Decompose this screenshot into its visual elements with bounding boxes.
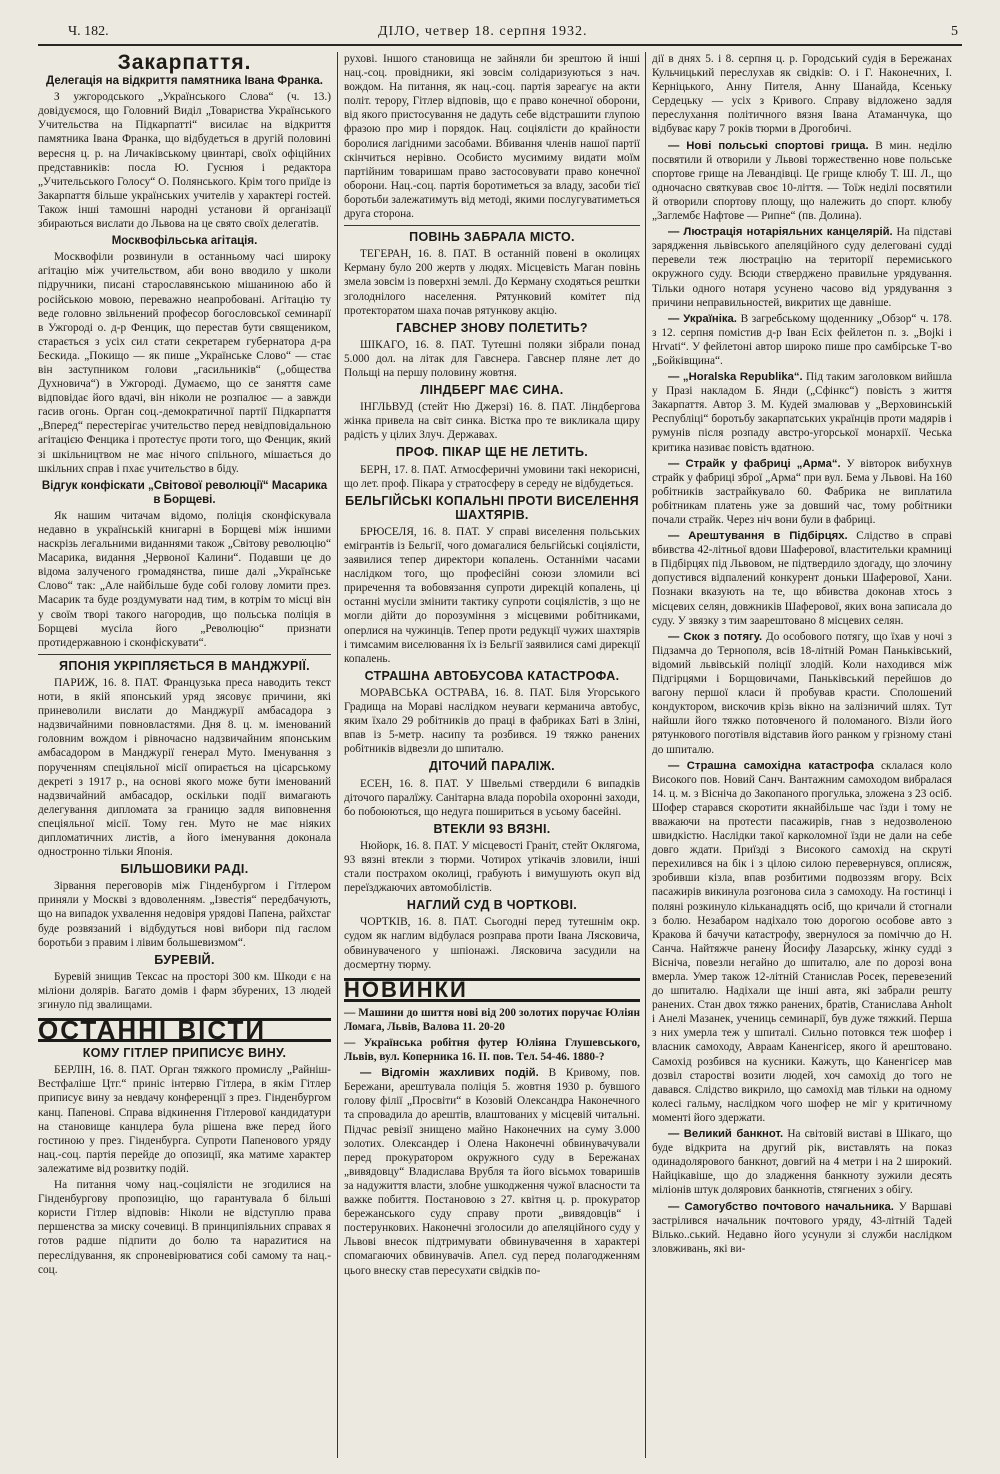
section-title-latest-news: ОСТАННІ ВІСТИ	[38, 1018, 331, 1042]
masthead	[38, 22, 962, 46]
news-item	[344, 1066, 640, 1277]
article-title: БУРЕВІЙ.	[154, 952, 215, 967]
news-text: В мин. неділю посвятили й отворили у Львові торжественно нове польське спортове грище на Левандівці. Це грище клюбу Т. Ш. Л., що одночасно святкував своє 10-ліття. — Тоїж неділі посвятили й отворили спортову площу, що належить до спорт. клюбу „Заглембє Нафтове — Рипне“ (пв. Долина).	[652, 139, 952, 223]
news-lead: — Страйк у фабриці „Арма“.	[668, 457, 841, 470]
column-3	[652, 52, 952, 1462]
news-text: На підставі зарядження львівського апеляційного суду делеговані судді перевели теж люстрацію на території перемиського окружного суду. Всюди стверджено правильне урядування. Тільки одного нотаря усунено часово від урядування з причини неправильностей, викритих ще давніше.	[652, 226, 952, 309]
news-list	[344, 1006, 640, 1278]
article-text: Буревій знищив Тексас на просторі 300 км. Шкоди є на міліони долярів. Багато домів і фарм збурених, 13 людей згинуло під звалищами.	[38, 970, 331, 1011]
news-lead: — Арештування в Підбірцях.	[668, 530, 848, 543]
article-text: Як нашим читачам відомо, поліція сконфіскувала недавно в українській книгарні в Борщеві між іншими наскрізь легальними виданнями також „Світову революцію“ Масарика, видання „Червоної Калини“. Подавши це до відома залученого громадянства, пише далі „Українське Слово“ так: „Але найбільше буде собі голову ломити през. Масарик та буде роздумувати над тим, в котрім то місці він у своїм творі такого нагородив, що польська поліція в Борщеві мусіла його „Революцію“ признати протидержавною і сконфіскувати“.	[38, 509, 331, 649]
article-text: дії в днях 5. і 8. серпня ц. р. Городський судія в Бережанах Кульчицький переслухав як свідків: О. і Г. Наконечних, І. Керніцького, Анну Пителя, Анну Шанайда, Ксеньку Сердецьку — усіх з Кривого. Справу відложено задля переслухання політичного вязня Івана Атаманчука, що відбуває кару 7 років тюрми в Дрогобичі.	[652, 53, 952, 136]
article-text: ЕСЕН, 16. 8. ПАТ. У Швельмі ствердили 6 випадків діточого паралїжу. Санітарна влада порobila охоронні заходи, бо побоюються, що недуга пошириться в усьому басейні.	[344, 777, 640, 818]
news-item	[652, 457, 952, 527]
article-text: Москвофіли розвинули в останньому часі широку агітацію між учительством, аби воно вводило у школи підручники, писані старославянською мішаниною або й російською мовою, переважно неапробовані. Агітацію ту веде головно звільнений професор богословської семинарії в Ужгороді о. д-р Фенцик, що перестав бути священиком, старається з усіх сил стати секретарем губернатора д-ра Бескида. „Покищо — як пише „Українське Слово“ — стає він заступником голови „гасильників“ („общества Духновича“) в Ужгороді. Думаємо, що се заняття саме відповідає його вдачі, він ніколи не розпалює — а завжди гасив огонь. Орган соц.-демократичної партії Підкарпаття „Вперед“ перестерігає учительство перед невідповідальною агітацією Фенцика і протестує проти того, що Фенцик, який зі шкільництвом не має нічого спільного, мішається до шкільних справ і пхає учительство в біду.	[38, 251, 331, 475]
news-item	[652, 759, 952, 1125]
article-text: Зірвання переговорів між Гінденбургом і Гітлером приняли у Москві з вдоволенням. „Ізвестія“ передбачують, що на випадок ухвалення недовіря урядові Папена, райхстаг буде розвязаний і відбудуться нові вибори під гаслом боротьби з правим і лівим большевизмом“.	[38, 880, 331, 949]
news-text: Слідство в справі вбивства 42-літньої вдови Шаферової, властительки крамниці в Підбірцях під Львовом, не підтвердило здогаду, що злочину допустився відпалений конкурент доньки Шаферової, Хани. Познаки вказують на те, що вбивства доконав хтось з місцевих селян, довжників Шаферової, яких вона записала до суду. У звязку з тим заарештовано 8 місцевих селян.	[652, 530, 952, 627]
article-text: БЕРЛІН, 16. 8. ПАТ. Орган тяжкого промислу „Райніш-Вестфаліше Цтг.“ приніс інтервю Гітлера, в якім Гітлер приписує вину за невдачу конференції з през. Гінденбургом канц. Папенові. Справа відкинення Гітлерової кандидатури на становище канцлера була рішена вже перед його гостиною у през. Гінденбурга. Супроти Папенового уряду нац.-соц. партія перейде до опозиції, яка матиме характер залежатиме від розвитку подій.	[38, 1064, 331, 1175]
news-item	[652, 225, 952, 310]
news-text: Під таким заголовком вийшла у Празі накладом Б. Янди („Сфінкс“) повість з життя Закарпаття. Автор З. М. Кудей змалював у „Верховинській Республіці“ боротьбу закарпатських українців проти мадярів і румунів після розпаду австро-угорської монархії. Чеська критика називає повість вдатною.	[652, 371, 952, 454]
news-item	[652, 312, 952, 368]
news-lead: — „Horalska Republika“.	[668, 371, 803, 384]
section-title-zakarpattia: Закарпаття.	[117, 52, 252, 74]
article-text: БЕРН, 17. 8. ПАТ. Атмосферичні умовини такі некорисні, що лет. проф. Пікара у стратосферу в середу не відбудеться.	[344, 463, 640, 490]
article-title: ЯПОНІЯ УКРІПЛЯЄТЬСЯ В МАНДЖУРІЇ.	[59, 658, 310, 673]
article-title: ЛІНДБЕРГ МАЄ СИНА.	[420, 383, 564, 398]
issue-number: Ч. 182.	[68, 24, 109, 39]
advertisement: — Машини до шиття нові від 200 золотих поручає Юліян Ломага, Львів, Валова 11. 20-20	[344, 1006, 640, 1033]
news-lead: — Відгомін жахливих подій.	[360, 1067, 539, 1080]
news-item	[652, 1127, 952, 1197]
news-lead: — Самогубство почтового начальника.	[668, 1200, 894, 1213]
article-title: БІЛЬШОВИКИ РАДІ.	[120, 862, 249, 877]
article-title: ДІТОЧИЙ ПАРАЛІЖ.	[429, 759, 555, 774]
article-text: ПАРИЖ, 16. 8. ПАТ. Французька преса наводить текст ноти, в якій японський уряд зясовує причини, які приневолили вислати до Манджурії амбасадора з надзвичайними повновластями. Дня 8. ц. м. іменований головним вождом і рівночасно надзвичайним японським амбасадором в Манджурії генерал Муто. Іменування з порученням спеціяльної місії опирається на цісарському декреті з 1917 р., на основі якого може бути іменований надзвичайний амбасадор, оскільки події вимагають делегування дипломата за границю задля виповнення спеціяльної місії. Тому ген. Муто не має ніяких дипломатичних листів, а його іменування доконала одностронно тільки Японія.	[38, 676, 331, 859]
article-title: ПОВІНЬ ЗАБРАЛА МІСТО.	[409, 230, 575, 245]
news-text: На світовій виставі в Шікаго, що буде відкрита на другий рік, виставлять на показ одинадолярового банкнот, довгий на 4 метри і на 2 широкий. Найцікавіше, що до зладження банкноту зужили десять міліонів штук долярових банкнотів, стягнених з обігу.	[652, 1128, 952, 1197]
column-2	[344, 52, 640, 1462]
article-text: ШІКАГО, 16. 8. ПАТ. Тутешні поляки зібрали понад 5.000 дол. на літак для Гавснера. Гавснер пляне лет до Польщі на першу половину жовтня.	[344, 338, 640, 379]
article-text: Нюйорк, 16. 8. ПАТ. У місцевості Граніт, стейт Оклягома, 93 вязні втекли з тюрми. Чотирох утікачів зловили, інші стали пострахом околиці, грабують і вимушують окуп від переїзджаючих автомобілістів.	[344, 839, 640, 895]
article-title: Москвофільська агітація.	[111, 235, 258, 248]
news-item	[652, 1200, 952, 1256]
article-title: ВТЕКЛИ 93 ВЯЗНІ.	[433, 821, 551, 836]
news-item	[652, 139, 952, 224]
news-text: В Кривому, пов. Бережани, арештувала поліція 5. жовтня 1930 р. бувшого голову філії „Просвіти“ в Козовій Олександра Наконечного та спровадила до арештів, влаштованих у місцевій читальні. Підчас ревізії знищено майно Наконечних на суму 3.000 золотих. Олександер і Олена Наконечні обвинувачували перед прокуратором окружного суду в Бережанах „вивядовцу“ Владислава Врубля та його вісьмох товаришів за надужиття власти, злобне ушкодження чужої власности та важке побиття. Постановою з 27. квітня ц. р. прокуратор бережанського суду справу проти „вивядовців“ і постерункових. Наконечні зголосили до апеляційного суду у Львові внесок підтримувати обвинувачення в характері спомагаючих обвинувачів. Апел. суд перед полагодженням цього внеску став пересухати свідків по-	[344, 1067, 640, 1277]
divider	[38, 654, 331, 655]
article-title: КОМУ ГІТЛЕР ПРИПИСУЄ ВИНУ.	[82, 1046, 287, 1061]
article-text: ЧОРТКІВ, 16. 8. ПАТ. Сьогодні перед тутешнім окр. судом як наглим відбулася розправа проти Івана Лясковича, обвинуваченого у шпіонажі. Лясковича засудили на досмертну тюрму.	[344, 916, 640, 971]
column-1	[38, 52, 331, 1462]
article-title: ГАВСНЕР ЗНОВУ ПОЛЕТИТЬ?	[396, 320, 588, 335]
column-divider	[645, 52, 646, 1458]
news-text: У вівторок вибухнув страйк у фабриці зброї „Арма“ при вул. Бема у Львові. На 160 робітників застрайкувало 60. Фабрика не виплатила робітникам платень уже за довший час, тому робітники почали страйк. Через ніч вони були в фабриці.	[652, 457, 952, 526]
news-text: В загребському щоденнику „Обзор“ ч. 178. з 12. серпня помістив д-р Іван Есіх фейлетон п. з. „Bojki i Hrvati“. У фейлетоні автор широко пише про самбірське Т-во „Бойківщина“.	[652, 312, 952, 367]
article-title: БЕЛЬГІЙСЬКІ КОПАЛЬНІ ПРОТИ ВИСЕЛЕННЯ ШАХТЯРІВ.	[345, 493, 639, 522]
news-item	[652, 630, 952, 757]
article-title: СТРАШНА АВТОБУСОВА КАТАСТРОФА.	[364, 668, 620, 683]
article-text: МОРАВСЬКА ОСТРАВА, 16. 8. ПАТ. Біля Угорського Градища на Мораві наслідком неуваги керманича автобус, яким їхало 29 робітників до праці в фабриках Баті в Зліні, впав із 5-метр. насипу та розбився. 19 тяжко ранених робітників відвезли до шпиталю.	[344, 686, 640, 756]
article-text: На питання чому нац.-соціялісти не згодилися на Гінденбургову пропозицію, що гарантувала б більші користи Гітлер відповів: Ніколи не відступлю права першенства за миску сочевиці. В принципіяльних справах я готов радше підпити до болю та нарazитися на переслідування, як спроневірюватися собі самому та нац.-соц.	[38, 1179, 331, 1276]
news-lead: — Страшна самохідна катастрофа	[668, 759, 874, 772]
news-item	[652, 529, 952, 628]
article-text: З ужгородського „Українського Слова“ (ч. 13.) довідуємося, що Головний Виділ „Товариства Українського Учительства на Підкарпатті“ висилає на відкриття памятника Івана Франка, що відбудеться в другій половині вересня ц. р. на Личаківському цвинтарі, своїх офіційних представників: посла Ю. Гуснюя і редактора „Учительського Голосу“ О. Полянського. Крім того приїде із Закарпаття більше українських учителів у характері гостей. Також інші тамошні народні установи й організації збираються вислати до Львова на це свято своїх делегатів.	[38, 91, 331, 231]
news-text: склалася коло Високого пов. Новий Санч. Вантажним самоходом вибралася 14. ц. м. з Вісніча до Закопаного прогулька, зложена з 23 осіб. Шофер старався скоротити якнайбільше час їзди і тому не вважаючи на протести пасажирів, гнав з недозволеною швидкістю. Наслідки такої карколомної їзди не дали на себе довго ждати. Приїзді з Високого самохід на скруті перехилився на бік і з цілою силою перевернувся, оплисяж, зробивши кізла, впав розбитими подвоззям вгору. Всіх пасажирів викинула розгонова сила з самоходу. На гостинці і поляні розкинуло кільканадцять осіб, що кричали й стогнали з болю. Незабаром надіхало тою дорогою особове авто з Кракова й бачучи катастрофу, звернулося за поміччю до Н. Санча. Найтяжче ранену Йосифу Лазарську, жінку судді з Вісніча, повезли негайно до шпиталю, але по дорозі вона вмерла. Умер також 12-літній Станислав Росек, перевезений до шпиталю. Надіхали ще інші авта, які забрали решту ранених. Стан двох тяжко ранених, братів, Станислава Анholt і Анелі Мазанек, учениць семинарії, був дуже тяжкий. Перша з них умерла теж у шпиталі. Сильно потовкся теж шофер і власник самоходу, Авраам Каненгісер, якого й арештовано. Самохід розбився на кусники. Кажуть, що Каненгісер мав дозвіл старостві возити людей, хоч самохід до того не давався. Слідство викрило, що самохід мав тільки на одному колесі гальму, наслідком чого шофер не міг у критичному моменті його здержати.	[652, 759, 952, 1124]
article-text: ІНГЛЬВУД (стейт Ню Джерзі) 16. 8. ПАТ. Ліндбергова жінка привела на світ синка. Вістка про те викликала щиру радість у цілих Злуч. Державах.	[344, 401, 640, 442]
page-number: 5	[951, 24, 958, 39]
article-title: Делегація на відкриття памятника Івана Франка.	[46, 75, 323, 88]
news-lead: — Люстрація нотаріяльних канцелярій.	[668, 226, 893, 239]
article-title: ПРОФ. ПІКАР ЩЕ НЕ ЛЕТИТЬ.	[395, 445, 589, 460]
article-title: НАГЛИЙ СУД В ЧОРТКОВІ.	[406, 898, 578, 913]
news-lead: — Великий банкнот.	[668, 1128, 784, 1141]
news-lead: — Українікa.	[668, 312, 737, 325]
divider	[344, 225, 640, 226]
article-text: БРЮСЕЛЯ, 16. 8. ПАТ. У справі виселення польських емігрантів із Бельгії, чого домагалися бельгійські соціялісти, заявилися тепер директори копалень. Останніми часами наслідком того, що професійні союзи зломили всі приречення та вобовязання супроти дирекцій копалень, ці останні мусіли змінити тактику супроти соціялістів, з що не могли дійти до порозуміння з місцевими робітниками, оперлися на чужинців. Тепер проти редукції чужих шахтярів і тимсамим виселювання їх із Бельгії заявилися самі дирекції копалень.	[344, 525, 640, 665]
article-text: ТЕГЕРАН, 16. 8. ПАТ. В останній повені в околицях Керману було 200 жертв у людях. Місцевість Маган повінь змела зовсім із поверхні землі. До Керману сходяться рештки зголоднілого населення. Рятунковий комітет під протекторатом шаха почав рятункову акцію.	[344, 248, 640, 317]
article-title: Відгук конфіскати „Світової революції“ Масарика в Борщеві.	[41, 479, 328, 506]
article-text: рухові. Іншого становища не зайняли би зрештою й інші нац.-соц. провідники, які зовсім солідаризуються з нач. вождом. На питання, як нац.-соц. партія зареагує на акти політ. терору, Гітлер відповів, що є право конечної оборони, від якого пристосування не дадуть себе відстрашити глупою фразою про мир і порядок. Нац. соціялісти до крайности боролися лагідними засобами. Вбивання членів нашої партії скінчиться нерівно. Особисто мусимиму видати моїм партійним товаришам право застосовувати право конечної оборони. Нац.-соц. партія боротиметься за владу, засоби тієї боротьби залежатимуть від методі, якими послугуватиметься друга сторона.	[344, 53, 640, 221]
section-title-novynky: НОВИНКИ	[344, 978, 640, 1002]
news-text: У Варшаві застрілився начальник почтового уряду, 43-літній Тадей Вілько..ський. Недавно його усунули зі служби наслідком зловживань, які ви-	[652, 1200, 952, 1255]
newspaper-dateline: ДІЛО, четвер 18. серпня 1932.	[378, 24, 588, 39]
news-text: До особового потягу, що їхав у ночі з Підзамча до Тернополя, всів 18-літній Роман Паньківський, відомий львівській поліції злодій. Коли находився між Підгірцями і Борщовичами, Паньківський перейшов до вагону першої класи й пробував красти. Сполошений кондуктором, вискочив крізь вікно на залізничий шлях. Тут найшли його тяжко потовченого й поломаного. Візли його рятункового поготівля відставив його ранком у грізному стані до шпиталю.	[652, 630, 952, 756]
news-lead: — Нові польські спортові грища.	[668, 139, 869, 152]
news-item	[652, 370, 952, 455]
news-lead: — Скок з потягу.	[668, 630, 763, 643]
column-divider	[337, 52, 338, 1458]
advertisement: — Українська робітня футер Юліяна Глушевського, Львів, вул. Коперника 16. II. пов. Тел. 54-46. 1880-?	[344, 1037, 640, 1064]
